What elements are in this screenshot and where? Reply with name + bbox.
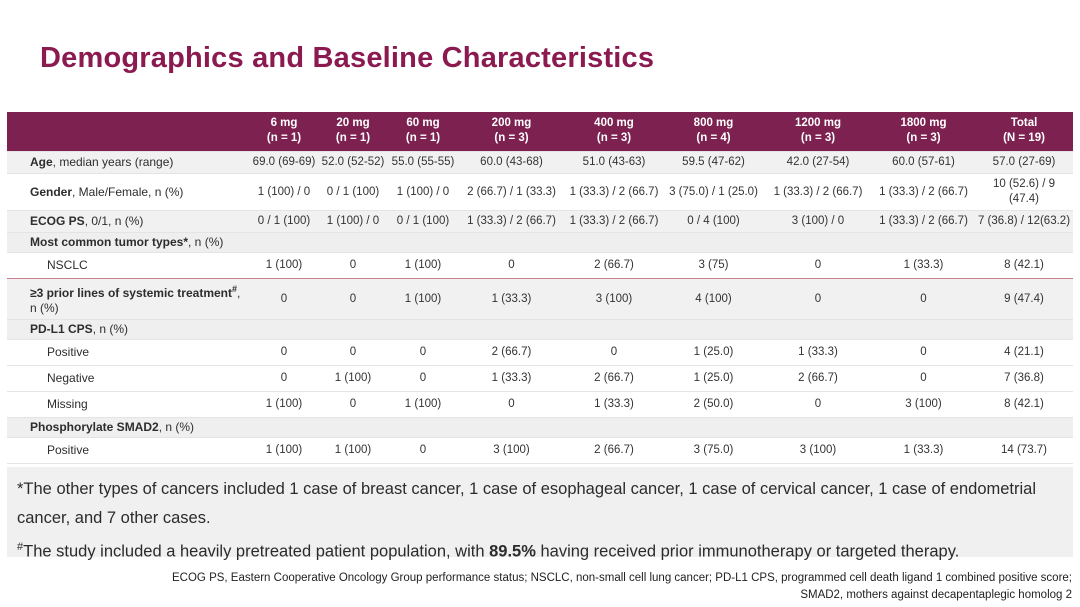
cell-value: 1 (100): [388, 392, 458, 418]
cell-value: 3 (100) / 0: [764, 211, 872, 233]
cell-value: 2 (66.7) / 1 (33.3): [458, 174, 565, 211]
section-header-row: [7, 233, 1073, 253]
cell-value: 0: [872, 279, 975, 320]
dose-column-header: [663, 112, 764, 152]
cell-value: 60.0 (43-68): [458, 152, 565, 174]
section-header-row: [7, 418, 1073, 438]
cell-value: 1 (33.3) / 2 (66.7): [565, 174, 663, 211]
cell-value: 52.0 (52-52): [318, 152, 388, 174]
footnote-marker-hash: #: [17, 541, 24, 553]
cell-value: 51.0 (43-63): [565, 152, 663, 174]
dose-column-header: [318, 112, 388, 152]
dose-column-header: [872, 112, 975, 152]
cell-value: 8 (42.1): [975, 253, 1073, 279]
dose-header-text: (n = 4): [696, 132, 731, 144]
dose-header-text: 400 mg: [594, 117, 634, 129]
cell-value: 0: [458, 253, 565, 279]
cell-value: 1 (100) / 0: [250, 174, 318, 211]
cell-value: 0: [318, 253, 388, 279]
row-label: Positive: [7, 438, 250, 464]
cell-value: 1 (33.3) / 2 (66.7): [764, 174, 872, 211]
dose-column-header: [388, 112, 458, 152]
dose-header-text: (n = 3): [800, 132, 836, 144]
dose-column-header: [975, 112, 1073, 152]
page-title: Demographics and Baseline Characteristics: [40, 42, 655, 74]
cell-value: 0 / 1 (100): [388, 211, 458, 233]
cell-value: 1 (33.3): [872, 253, 975, 279]
cell-value: 4 (21.1): [975, 340, 1073, 366]
cell-value: 1 (33.3) / 2 (66.7): [565, 211, 663, 233]
cell-value: 0: [318, 340, 388, 366]
cell-value: 1 (100): [250, 253, 318, 279]
cell-value: 1 (25.0): [663, 366, 764, 392]
cell-value: 0 / 1 (100): [250, 211, 318, 233]
cell-value: 8 (42.1): [975, 392, 1073, 418]
cell-value: 1 (100): [250, 438, 318, 464]
cell-value: 0: [318, 392, 388, 418]
dose-header-text: (n = 3): [906, 132, 941, 144]
cell-value: 1 (100) / 0: [388, 174, 458, 211]
cell-value: 1 (33.3) / 2 (66.7): [872, 174, 975, 211]
table-row: [7, 152, 1073, 174]
table-header: [7, 112, 1073, 152]
cell-value: 69.0 (69-69): [250, 152, 318, 174]
cell-value: 0: [565, 340, 663, 366]
table-row: [7, 174, 1073, 211]
row-label: Most common tumor types*, n (%): [7, 233, 1073, 253]
table-row: [7, 211, 1073, 233]
cell-value: 0: [388, 366, 458, 392]
footnote-text-before: The study included a heavily pretreated patient population, with: [23, 542, 490, 561]
dose-header-text: 6 mg: [270, 117, 298, 129]
row-label: Positive: [7, 340, 250, 366]
dose-column-header: [565, 112, 663, 152]
dose-header-text: (n = 1): [405, 132, 441, 144]
cell-value: 2 (66.7): [565, 366, 663, 392]
cell-value: 0 / 1 (100): [318, 174, 388, 211]
cell-value: 1 (33.3): [565, 392, 663, 418]
cell-value: 0: [388, 340, 458, 366]
cell-value: 0: [388, 438, 458, 464]
cell-value: 1 (33.3): [872, 438, 975, 464]
dose-header-text: 20 mg: [336, 117, 370, 129]
row-label: ECOG PS, 0/1, n (%): [7, 211, 250, 233]
dose-header-text: 1800 mg: [900, 117, 947, 129]
table-row: [7, 279, 1073, 320]
cell-value: 0: [764, 392, 872, 418]
row-label: ≥3 prior lines of systemic treatment#, n (%): [7, 279, 250, 320]
table-row: [7, 340, 1073, 366]
row-label: Missing: [7, 392, 250, 418]
dose-header-text: 1200 mg: [794, 117, 842, 129]
cell-value: 0: [872, 366, 975, 392]
cell-value: 0 / 4 (100): [663, 211, 764, 233]
cell-value: 0: [250, 340, 318, 366]
dose-header-text: 200 mg: [491, 117, 532, 129]
dose-header-text: (n = 1): [335, 132, 371, 144]
cell-value: 55.0 (55-55): [388, 152, 458, 174]
cell-value: 1 (100): [318, 438, 388, 464]
cell-value: 7 (36.8) / 12(63.2): [975, 211, 1073, 233]
footnote-text-after: having received prior immunotherapy or targeted therapy.: [535, 542, 960, 561]
cell-value: 2 (66.7): [565, 438, 663, 464]
cell-value: 7 (36.8): [975, 366, 1073, 392]
table-body: [7, 152, 1073, 517]
cell-value: 3 (100): [565, 279, 663, 320]
row-label: Age, median years (range): [7, 152, 250, 174]
cell-value: 0: [458, 392, 565, 418]
cell-value: 9 (47.4): [975, 279, 1073, 320]
table-row: [7, 392, 1073, 418]
cell-value: 0: [764, 253, 872, 279]
demographics-table: [7, 112, 1073, 517]
footnote-pretreated: [17, 533, 1063, 567]
footnote-marker-asterisk: *: [17, 480, 24, 498]
cell-value: 1 (25.0): [663, 340, 764, 366]
abbreviations-line-1: ECOG PS, Eastern Cooperative Oncology Group performance status; NSCLC, non-small cell lung cancer; PD-L1 CPS, programmed cell death ligand 1 combined positive score;: [172, 572, 1072, 584]
cell-value: 1 (100): [388, 279, 458, 320]
footnote-panel: [7, 467, 1073, 561]
cell-value: 60.0 (57-61): [872, 152, 975, 174]
cell-value: 0: [764, 279, 872, 320]
cell-value: 3 (75): [663, 253, 764, 279]
cell-value: 1 (33.3): [458, 366, 565, 392]
cell-value: 1 (100): [250, 392, 318, 418]
cell-value: 3 (100): [764, 438, 872, 464]
table-row: [7, 438, 1073, 464]
cell-value: 10 (52.6) / 9 (47.4): [975, 174, 1073, 211]
label-column-header: [7, 112, 250, 152]
cell-value: 3 (100): [458, 438, 565, 464]
row-label: PD-L1 CPS, n (%): [7, 320, 1073, 340]
dose-column-header: [764, 112, 872, 152]
table-row: [7, 366, 1073, 392]
cell-value: 14 (73.7): [975, 438, 1073, 464]
footnote-bold-percent: 89.5%: [489, 542, 536, 561]
row-label: Negative: [7, 366, 250, 392]
cell-value: 0: [250, 279, 318, 320]
dose-header-text: 60 mg: [406, 117, 440, 129]
row-label: Gender, Male/Female, n (%): [7, 174, 250, 211]
cell-value: 2 (50.0): [663, 392, 764, 418]
cell-value: 3 (100): [872, 392, 975, 418]
abbreviations-footer: [92, 570, 1072, 603]
cell-value: 3 (75.0) / 1 (25.0): [663, 174, 764, 211]
dose-header-text: (n = 3): [494, 132, 529, 144]
cell-value: 0: [250, 366, 318, 392]
cell-value: 2 (66.7): [565, 253, 663, 279]
dose-header-text: (n = 3): [596, 132, 632, 144]
cell-value: 1 (100) / 0: [318, 211, 388, 233]
abbreviations-line-2: SMAD2, mothers against decapentaplegic homolog 2: [800, 588, 1072, 601]
cell-value: 57.0 (27-69): [975, 152, 1073, 174]
cell-value: 1 (33.3): [458, 279, 565, 320]
cell-value: 3 (75.0): [663, 438, 764, 464]
cell-value: 42.0 (27-54): [764, 152, 872, 174]
row-label: NSCLC: [7, 253, 250, 279]
cell-value: 4 (100): [663, 279, 764, 320]
cell-value: 2 (66.7): [764, 366, 872, 392]
row-label: Phosphorylate SMAD2, n (%): [7, 418, 1073, 438]
dose-column-header: [458, 112, 565, 152]
cell-value: 1 (33.3): [764, 340, 872, 366]
cell-value: 1 (100): [388, 253, 458, 279]
cell-value: 59.5 (47-62): [663, 152, 764, 174]
dose-header-text: (N = 19): [1003, 132, 1045, 144]
table-row: [7, 253, 1073, 279]
dose-column-header: [250, 112, 318, 152]
dose-header-text: 800 mg: [693, 117, 734, 129]
dose-header-text: (n = 1): [266, 132, 302, 144]
cell-value: 1 (100): [318, 366, 388, 392]
dose-header-row: [7, 112, 1073, 152]
footnote-text: The other types of cancers included 1 case of breast cancer, 1 case of esophageal cancer, 1 case of cervical cancer, 1 case of endometrial cancer, and 7 other cases.: [17, 480, 1037, 527]
cell-value: 1 (33.3) / 2 (66.7): [458, 211, 565, 233]
dose-header-text: Total: [1010, 117, 1038, 129]
footnote-tumor-types: [17, 475, 1063, 533]
cell-value: 1 (33.3) / 2 (66.7): [872, 211, 975, 233]
section-header-row: [7, 320, 1073, 340]
cell-value: 2 (66.7): [458, 340, 565, 366]
cell-value: 0: [872, 340, 975, 366]
cell-value: 0: [318, 279, 388, 320]
